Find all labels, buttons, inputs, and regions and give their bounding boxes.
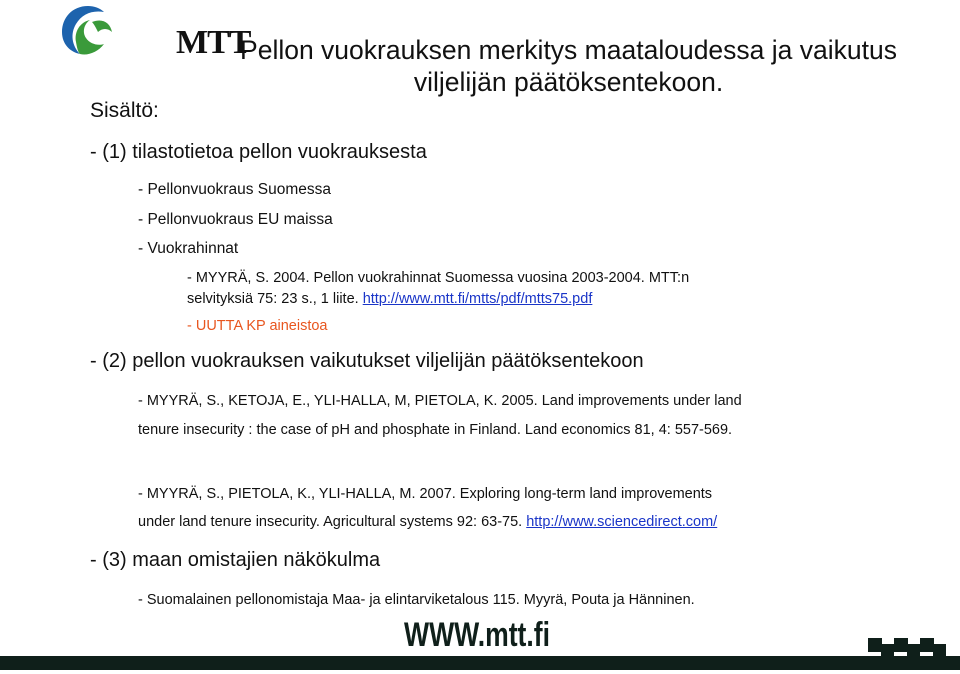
footer-url-wordmark [404, 616, 554, 652]
section-1-reference-line-2 [187, 291, 592, 307]
section-2-reference-2: - MYYRÄ, S., PIETOLA, K., YLI-HALLA, M. 2007. Exploring long-term land improvements [138, 486, 713, 502]
mtt-logo [58, 2, 251, 61]
sciencedirect-link[interactable]: http://www.sciencedirect.com/ [526, 514, 718, 530]
page-title [237, 34, 900, 98]
footer-bar [0, 656, 960, 670]
mtt-pdf-link[interactable]: http://www.mtt.fi/mtts/pdf/mtts75.pdf [362, 291, 593, 307]
contents-label: Sisältö: [90, 99, 159, 122]
title-line-2: viljelijän päätöksentekoon. [413, 67, 724, 97]
footer-pattern-square [894, 638, 908, 652]
section-2-heading: - (2) pellon vuokrauksen vaikutukset viljelijän päätöksentekoon [90, 350, 644, 372]
section-2-reference-1: - MYYRÄ, S., KETOJA, E., YLI-HALLA, M, PIETOLA, K. 2005. Land improvements under land [138, 393, 742, 409]
title-line-1: Pellon vuokrauksen merkitys maataloudessa ja vaikutus [240, 35, 897, 65]
mtt-logo-icon [58, 2, 120, 60]
section-1-item: - Pellonvuokraus EU maissa [138, 211, 333, 228]
section-1-item: - Pellonvuokraus Suomessa [138, 181, 331, 198]
footer-pattern-square [868, 638, 882, 652]
reference-text: selvityksiä 75: 23 s., 1 liite. [187, 291, 363, 307]
section-1-item: - Vuokrahinnat [138, 240, 239, 257]
footer-url-logo [404, 616, 554, 657]
footer-pattern-square [881, 644, 894, 656]
section-3-reference: - Suomalainen pellonomistaja Maa- ja elintarviketalous 115. Myyrä, Pouta ja Hänninen. [138, 592, 695, 608]
section-1-heading: - (1) tilastotietoa pellon vuokrauksesta [90, 141, 427, 163]
section-1-reference: - MYYRÄ, S. 2004. Pellon vuokrahinnat Suomessa vuosina 2003-2004. MTT:n [187, 270, 690, 286]
footer-pattern-square [907, 644, 920, 656]
reference-text: under land tenure insecurity. Agricultural systems 92: 63-75. [138, 514, 527, 530]
footer-pattern-square [933, 644, 946, 656]
mtt-logo-text: MTT [176, 24, 251, 61]
section-3-heading: - (3) maan omistajien näkökulma [90, 549, 381, 571]
section-2-reference-2-line-2 [138, 514, 717, 530]
footer-pattern-square [920, 638, 934, 652]
footer-url-text: WWW.mtt.fi [404, 616, 550, 654]
section-2-reference-1-line-2: tenure insecurity : the case of pH and phosphate in Finland. Land economics 81, 4: 557-569. [138, 422, 733, 438]
new-material-note: - UUTTA KP aineistoa [187, 318, 328, 334]
